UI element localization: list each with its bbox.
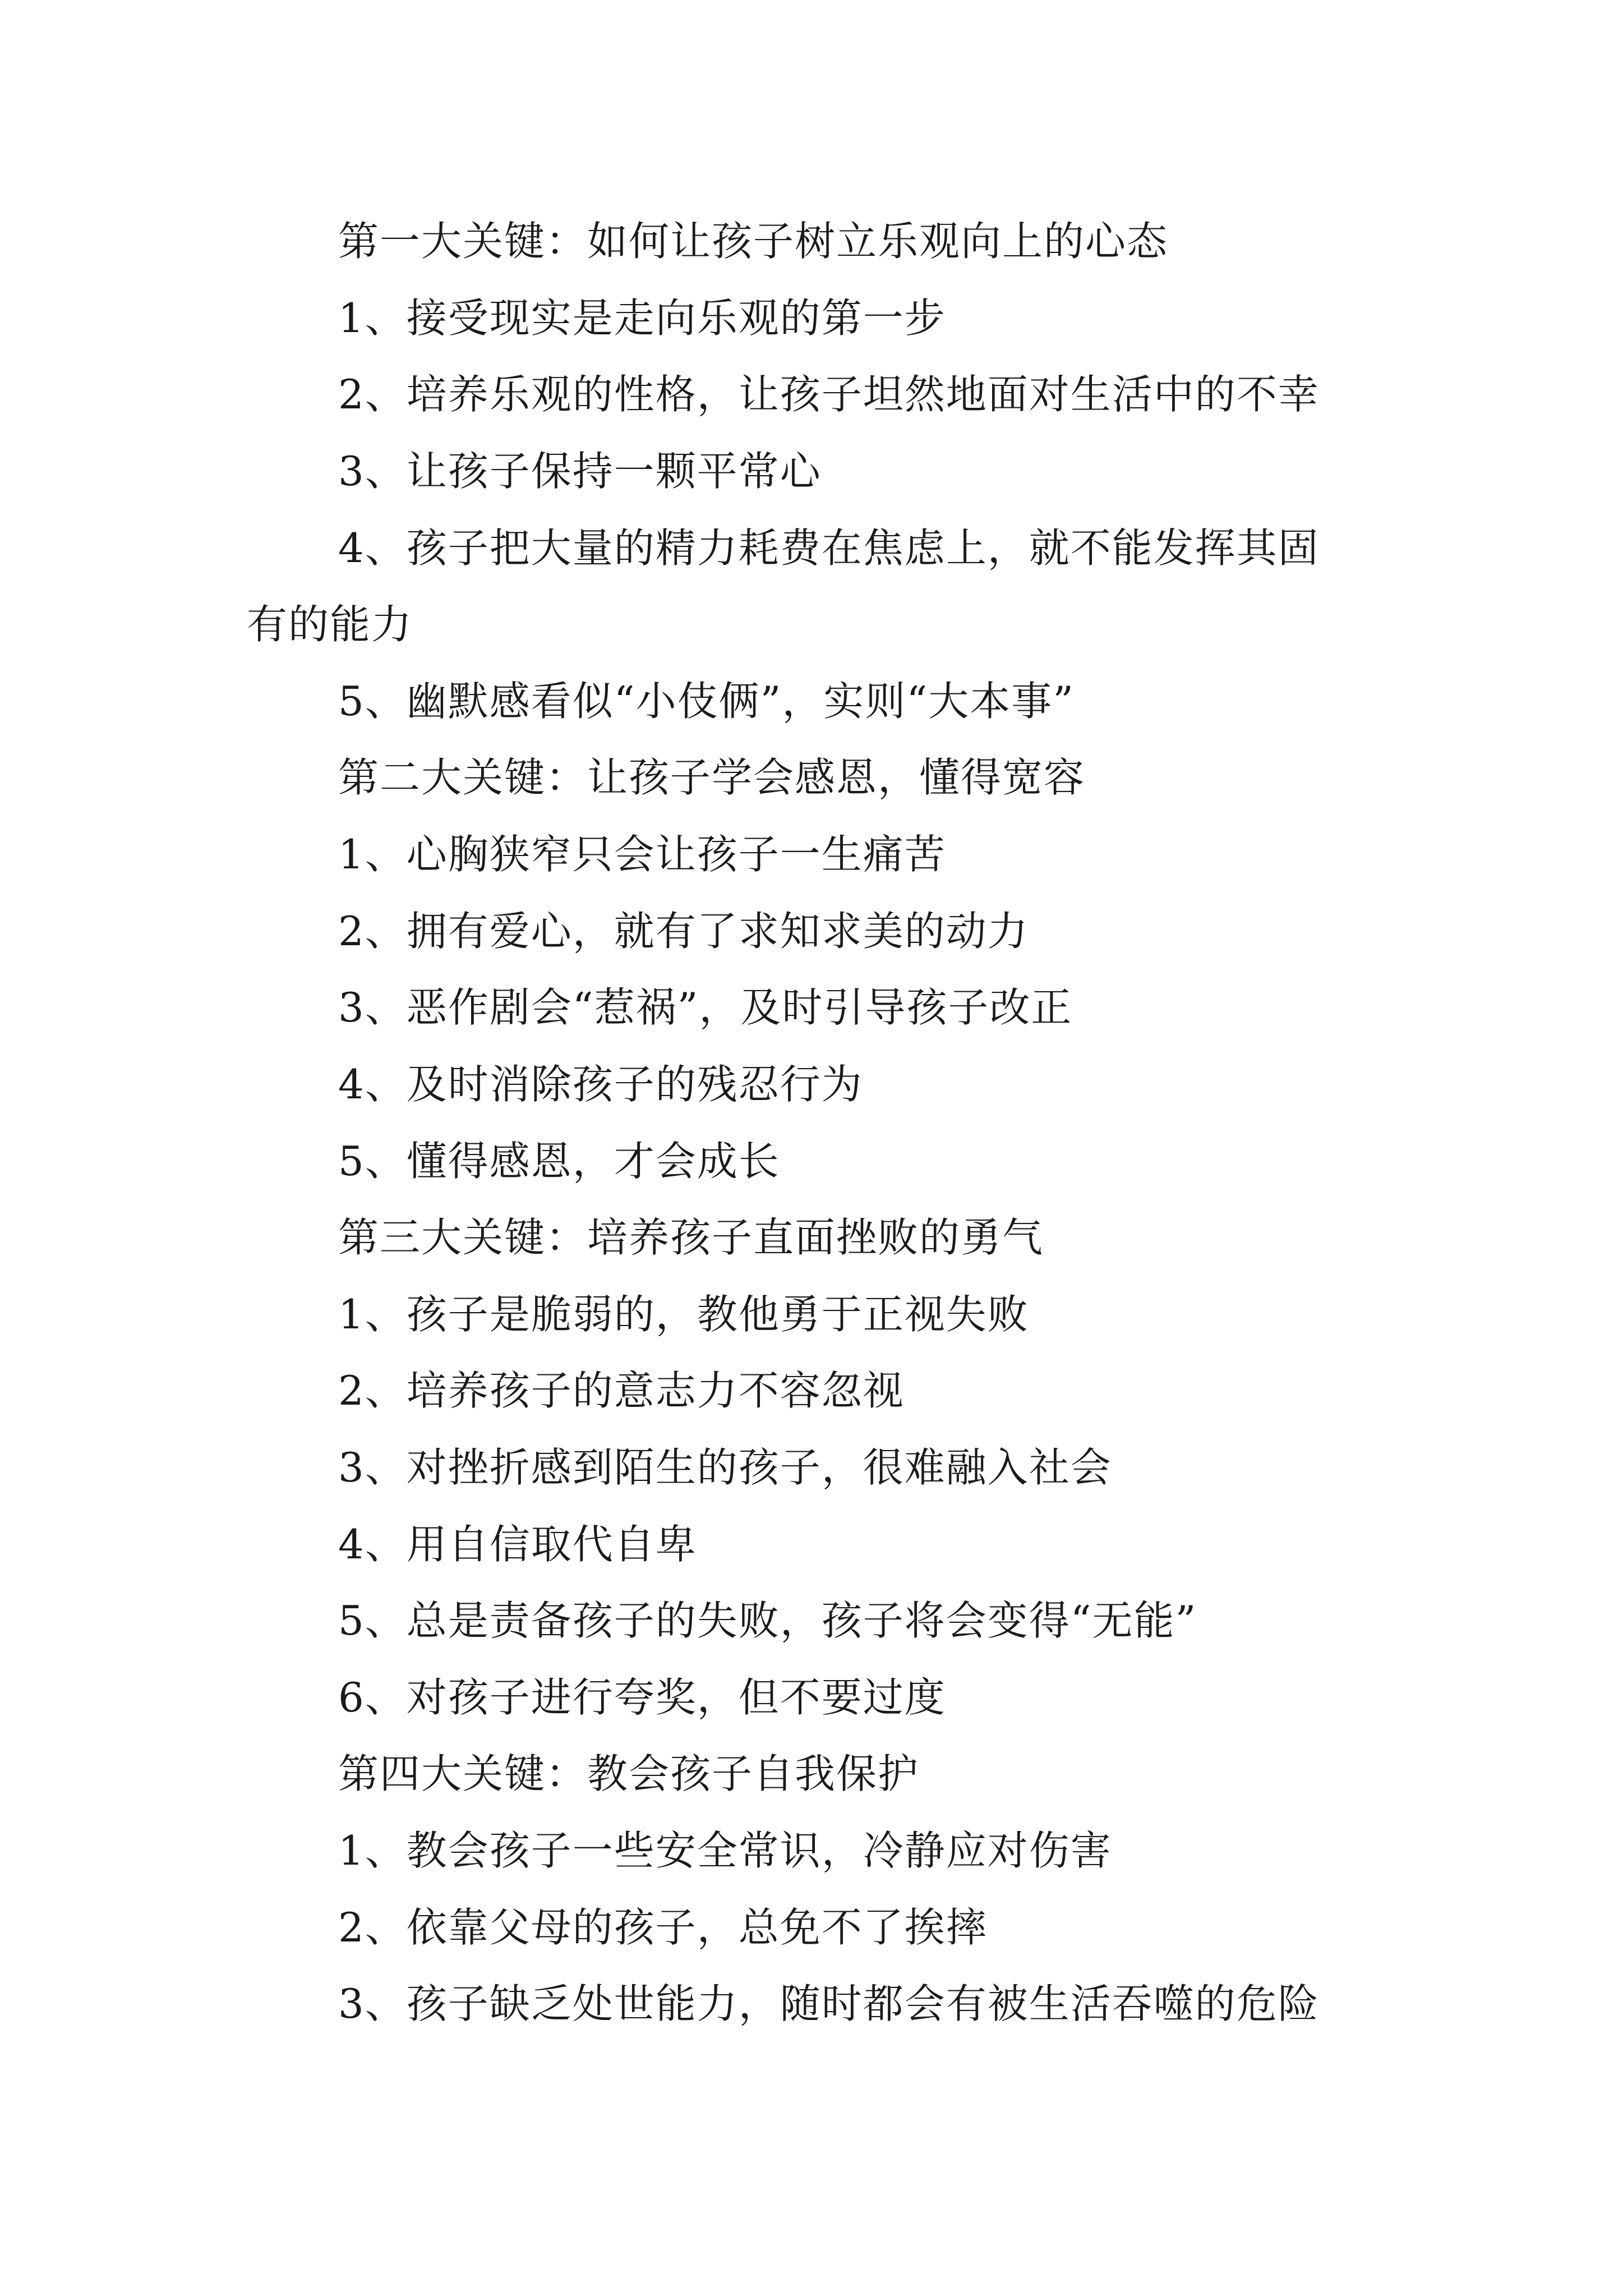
list-item: 4、用自信取代自卑 bbox=[338, 1521, 697, 1568]
list-item: 3、孩子缺乏处世能力，随时都会有被生活吞噬的危险 bbox=[338, 1980, 1320, 2027]
list-item: 4、孩子把大量的精力耗费在焦虑上，就不能发挥其固 bbox=[338, 524, 1320, 572]
list-item: 3、恶作剧会“惹祸”，及时引导孩子改正 bbox=[338, 984, 1073, 1031]
list-item: 1、接受现实是走向乐观的第一步 bbox=[338, 295, 946, 342]
list-item: 5、总是责备孩子的失败，孩子将会变得“无能” bbox=[338, 1597, 1197, 1644]
list-item: 5、幽默感看似“小伎俩”，实则“大本事” bbox=[338, 678, 1075, 725]
section-heading-1: 第一大关键：如何让孩子树立乐观向上的心态 bbox=[338, 218, 1169, 265]
list-item: 1、教会孩子一些安全常识，冷静应对伤害 bbox=[338, 1827, 1112, 1874]
list-item: 1、心胸狭窄只会让孩子一生痛苦 bbox=[338, 831, 946, 878]
list-item: 1、孩子是脆弱的，教他勇于正视失败 bbox=[338, 1291, 1029, 1338]
list-item: 2、依靠父母的孩子，总免不了挨摔 bbox=[338, 1904, 988, 1951]
section-heading-4: 第四大关键：教会孩子自我保护 bbox=[338, 1750, 920, 1797]
section-heading-3: 第三大关键：培养孩子直面挫败的勇气 bbox=[338, 1214, 1044, 1261]
section-heading-2: 第二大关键：让孩子学会感恩，懂得宽容 bbox=[338, 754, 1086, 801]
list-item: 2、培养乐观的性格，让孩子坦然地面对生活中的不幸 bbox=[338, 371, 1320, 418]
list-item-continuation: 有的能力 bbox=[247, 601, 413, 648]
list-item: 2、拥有爱心，就有了求知求美的动力 bbox=[338, 908, 1029, 955]
list-item: 4、及时消除孩子的残忍行为 bbox=[338, 1061, 863, 1108]
list-item: 3、对挫折感到陌生的孩子，很难融入社会 bbox=[338, 1444, 1112, 1491]
list-item: 5、懂得感恩，才会成长 bbox=[338, 1138, 780, 1185]
list-item: 2、培养孩子的意志力不容忽视 bbox=[338, 1367, 905, 1414]
list-item: 6、对孩子进行夸奖，但不要过度 bbox=[338, 1674, 946, 1721]
list-item: 3、让孩子保持一颗平常心 bbox=[338, 448, 822, 495]
